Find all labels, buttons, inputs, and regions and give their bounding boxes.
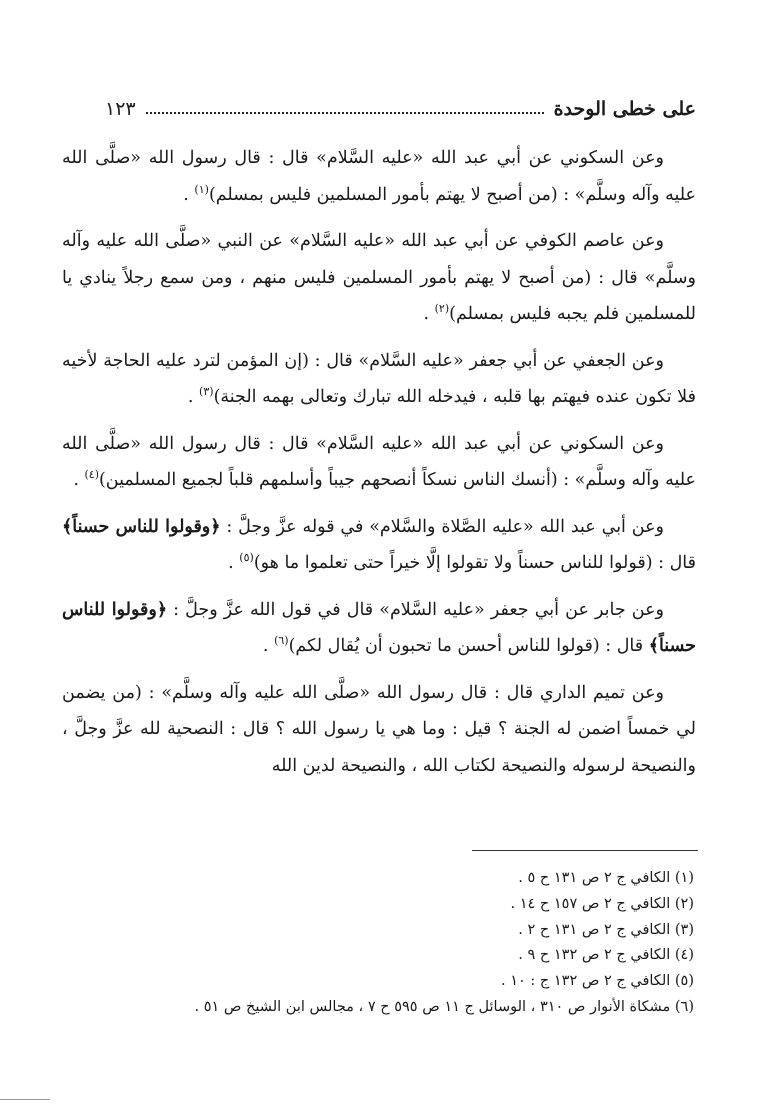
- paragraph-3: وعن الجعفي عن أبي جعفر «عليه السَّلام» قال : (إن المؤمن لترد عليه الحاجة لأخيه فلا تكون عنده فيهتم بها قلبه ، فيدخله الله تبارك وتعالى بهمه الجنة)$^{(٣)}$ .: [62, 350, 696, 407]
- dotted-leader: [146, 112, 544, 114]
- footnote-ref: (٥): [239, 551, 254, 565]
- footnote-6: (٦) مشكاة الأنوار ص ٣١٠ ، الوسائل ج ١١ ص ٥٩٥ ح ٧ ، مجالس ابن الشيخ ص ٥١ .: [194, 998, 694, 1015]
- footnote-2: (٢) الكافي ج ٢ ص ١٥٧ ح ١٤ .: [510, 895, 694, 912]
- paragraph-2: وعن عاصم الكوفي عن أبي عبد الله «عليه السَّلام» عن النبي «صلَّى الله عليه وآله وسلَّم» قال : (من أصبح لا يهتم بأمور المسلمين فليس منهم ، ومن سمع رجلاً ينادي يا للمسلمين فلم يجبه فليس بمسلم)$^{(٢)}$ .: [62, 231, 696, 324]
- footnote-1: (١) الكافي ج ٢ ص ١٣١ ح ٥ .: [518, 870, 694, 886]
- paragraph-6: وعن جابر عن أبي جعفر «عليه السَّلام» قال في قول الله عزَّ وجلَّ : ﴿وقولوا للناس حسناً﴾ قال : (قولوا للناس أحسن ما تحبون أن يُقال لكم)$^{(٦)}$ .: [62, 599, 696, 656]
- footnote-separator: [472, 850, 698, 851]
- page-number: ١٢٣: [105, 98, 136, 120]
- running-title: على خطى الوحدة: [553, 98, 696, 120]
- footnote-5: (٥) الكافي ج ٢ ص ١٣٢ ج : ١٠ .: [501, 973, 694, 990]
- paragraph-1: وعن السكوني عن أبي عبد الله «عليه السَّلام» قال : قال رسول الله «صلَّى الله عليه وآله وسلَّم» : (من أصبح لا يهتم بأمور المسلمين فليس بمسلم)$^{(١)}$ .: [62, 148, 696, 205]
- paragraph-7: وعن تميم الداري قال : قال رسول الله «صلَّى الله عليه وآله وسلَّم» : (من يضمن لي خمساً اضمن له الجنة ؟ قيل : وما هي يا رسول الله ؟ قال : النصحية لله عزَّ وجلَّ ، والنصيحة لرسوله والنصيحة لكتاب الله ، والنصيحة لدين الله: [62, 682, 696, 776]
- footnote-4: (٤) الكافي ج ٢ ص ١٣٢ ح ٩ .: [518, 947, 694, 964]
- footnote-ref: (١): [194, 182, 209, 196]
- quran-verse: ﴿وقولوا للناس حسناً﴾: [62, 599, 696, 656]
- footnote-ref: (٤): [84, 468, 99, 482]
- page-header: [105, 92, 696, 126]
- scan-edge-mark: [0, 1099, 50, 1100]
- paragraph-5: وعن أبي عبد الله «عليه الصَّلاة والسَّلام» في قوله عزَّ وجلَّ : ﴿وقولوا للناس حسناً﴾ قال : (قولوا للناس حسناً ولا تقولوا إلَّا خيراً حتى تعلموا ما هو)$^{(٥)}$ .: [62, 516, 696, 573]
- footnote-ref: (٣): [199, 385, 214, 399]
- quran-verse: ﴿وقولوا للناس حسناً﴾: [62, 516, 221, 537]
- footnote-ref: (٢): [434, 302, 450, 316]
- footnotes: [60, 866, 694, 1021]
- body-text: [62, 140, 696, 794]
- footnote-ref: (٦): [274, 634, 289, 648]
- paragraph-4: وعن السكوني عن أبي عبد الله «عليه السَّلام» قال : قال رسول الله «صلَّى الله عليه وآله وسلَّم» : (أنسك الناس نسكاً أنصحهم جيباً وأسلمهم قلباً لجميع المسلمين)$^{(٤)}$ .: [62, 433, 696, 490]
- footnote-3: (٣) الكافي ج ٢ ص ١٣١ ح ٢ .: [518, 921, 694, 938]
